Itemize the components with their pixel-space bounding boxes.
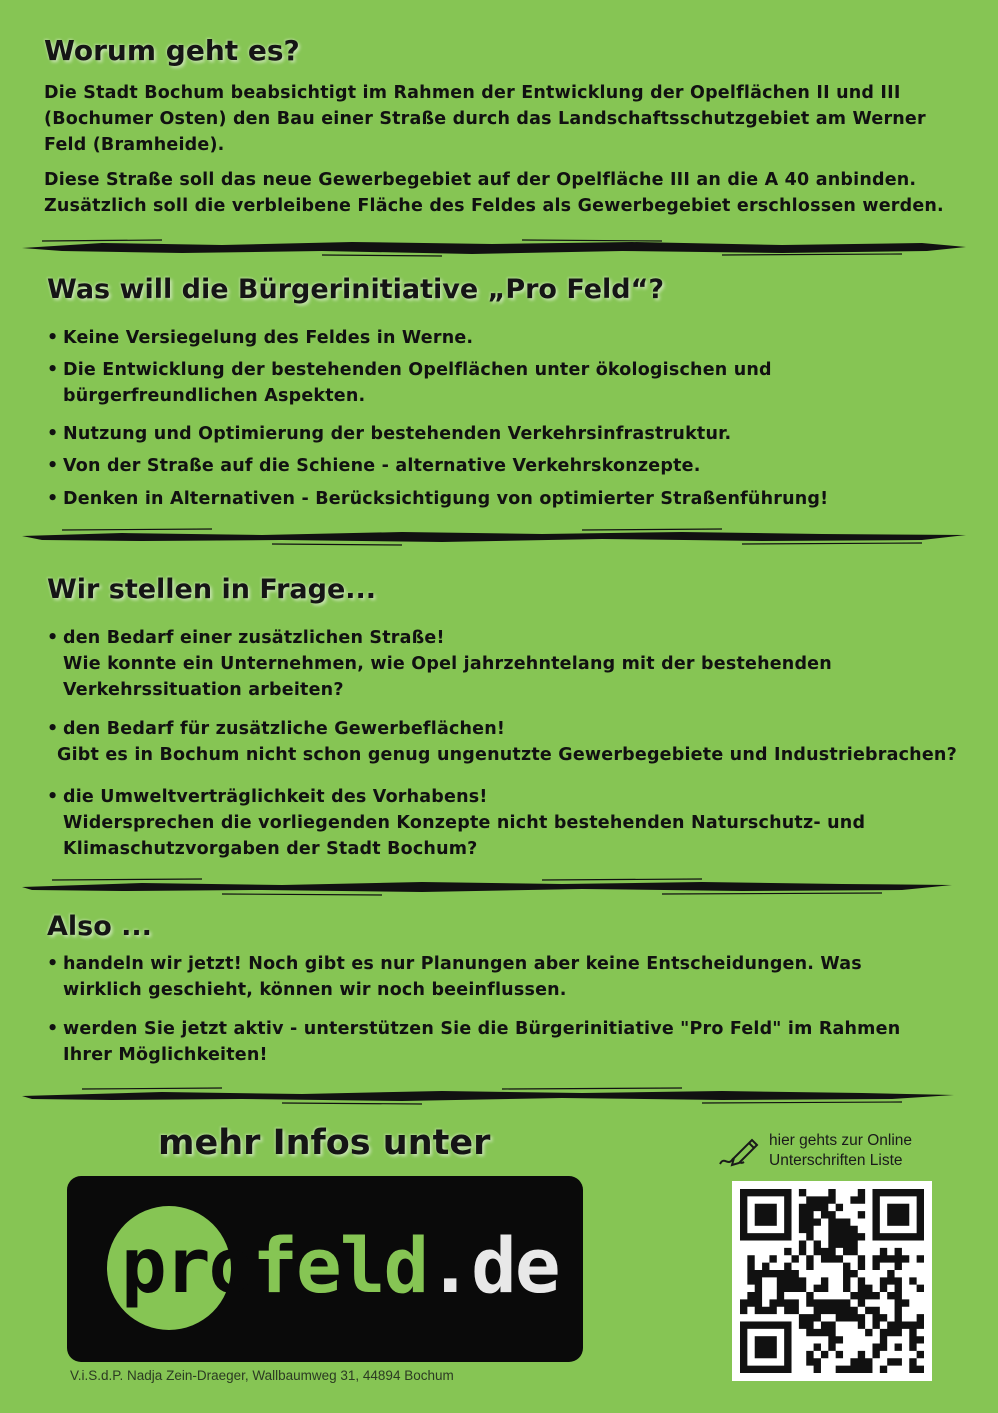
text-line: Zusätzlich soll die verbleibene Fläche des Feldes als Gewerbegebiet erschlossen werden. xyxy=(44,196,944,216)
qr-code[interactable] xyxy=(732,1181,932,1381)
bullet: • xyxy=(47,489,59,509)
text-line: Verkehrssituation arbeiten? xyxy=(63,680,344,700)
text-line: Gibt es in Bochum nicht schon genug ungenutzte Gewerbegebiete und Industriebrachen? xyxy=(57,745,957,765)
heading-mehr-infos: mehr Infos unter xyxy=(158,1123,491,1163)
text-line: werden Sie jetzt aktiv - unterstützen Sie die Bürgerinitiative "Pro Feld" im Rahmen xyxy=(63,1019,901,1039)
qr-label-line: Unterschriften Liste xyxy=(769,1152,903,1169)
list-item xyxy=(47,1016,900,1068)
text-line: handeln wir jetzt! Noch gibt es nur Planungen aber keine Entscheidungen. Was xyxy=(63,954,862,974)
list-item xyxy=(47,325,473,351)
bullet: • xyxy=(47,424,59,444)
list-item xyxy=(47,951,862,1003)
heading-also: Also ... xyxy=(47,911,152,942)
text-line: Keine Versiegelung des Feldes in Werne. xyxy=(63,328,474,348)
bullet: • xyxy=(47,1019,59,1039)
bullet: • xyxy=(47,719,59,739)
imprint-footer: V.i.S.d.P. Nadja Zein-Draeger, Wallbaumweg 31, 44894 Bochum xyxy=(70,1368,454,1383)
qr-label-line: hier gehts zur Online xyxy=(769,1132,913,1149)
text-line: (Bochumer Osten) den Bau einer Straße durch das Landschaftsschutzgebiet am Werner xyxy=(44,109,926,129)
list-item xyxy=(47,486,828,512)
intro-paragraph-1 xyxy=(44,80,926,158)
text-line: die Umweltverträglichkeit des Vorhabens! xyxy=(63,787,488,807)
text-line: den Bedarf einer zusätzlichen Straße! xyxy=(63,628,445,648)
brush-divider xyxy=(22,878,966,896)
list-item xyxy=(47,357,772,409)
brush-divider xyxy=(22,528,966,546)
bullet: • xyxy=(47,787,59,807)
text-line: Wie konnte ein Unternehmen, wie Opel jahrzehntelang mit der bestehenden xyxy=(63,654,832,674)
list-item xyxy=(47,625,832,703)
profeld-logo-link[interactable] xyxy=(67,1176,583,1362)
text-line: bürgerfreundlichen Aspekten. xyxy=(63,386,366,406)
text-line: Widersprechen die vorliegenden Konzepte nicht bestehenden Naturschutz- und xyxy=(63,813,866,833)
heading-worum: Worum geht es? xyxy=(44,34,300,67)
text-line: Die Stadt Bochum beabsichtigt im Rahmen der Entwicklung der Opelflächen II und III xyxy=(44,83,901,103)
text-line: Die Entwicklung der bestehenden Opelflächen unter ökologischen und xyxy=(63,360,772,380)
bullet: • xyxy=(47,628,59,648)
logo-text xyxy=(121,1216,559,1316)
text-line: Denken in Alternativen - Berücksichtigung von optimierter Straßenführung! xyxy=(63,489,829,509)
text-line: Nutzung und Optimierung der bestehenden Verkehrsinfrastruktur. xyxy=(63,424,732,444)
list-item xyxy=(47,453,701,479)
text-line: Klimaschutzvorgaben der Stadt Bochum? xyxy=(63,839,478,859)
pen-sign-icon xyxy=(716,1136,760,1170)
text-line: den Bedarf für zusätzliche Gewerbeflächen! xyxy=(63,719,506,739)
logo-pro: pro xyxy=(121,1221,253,1310)
text-line: wirklich geschieht, können wir noch beeinflussen. xyxy=(63,980,567,1000)
bullet: • xyxy=(47,456,59,476)
qr-code-graphic xyxy=(732,1181,932,1381)
text-line: Von der Straße auf die Schiene - alternative Verkehrskonzepte. xyxy=(63,456,701,476)
list-item xyxy=(47,716,957,768)
bullet: • xyxy=(47,954,59,974)
text-line: Feld (Bramheide). xyxy=(44,135,225,155)
heading-was-will: Was will die Bürgerinitiative „Pro Feld“? xyxy=(47,274,665,305)
brush-divider xyxy=(22,239,966,257)
bullet: • xyxy=(47,360,59,380)
text-line: Diese Straße soll das neue Gewerbegebiet auf der Opelfläche III an die A 40 anbinden. xyxy=(44,170,917,190)
list-item xyxy=(47,421,731,447)
qr-label xyxy=(769,1131,912,1171)
list-item xyxy=(47,784,865,862)
text-line: Ihrer Möglichkeiten! xyxy=(63,1045,268,1065)
logo-feld: feld xyxy=(252,1221,428,1310)
brush-divider xyxy=(22,1087,966,1105)
intro-paragraph-2 xyxy=(44,167,944,219)
logo-de: .de xyxy=(427,1221,559,1310)
heading-wir-stellen: Wir stellen in Frage... xyxy=(47,574,377,605)
bullet: • xyxy=(47,328,59,348)
